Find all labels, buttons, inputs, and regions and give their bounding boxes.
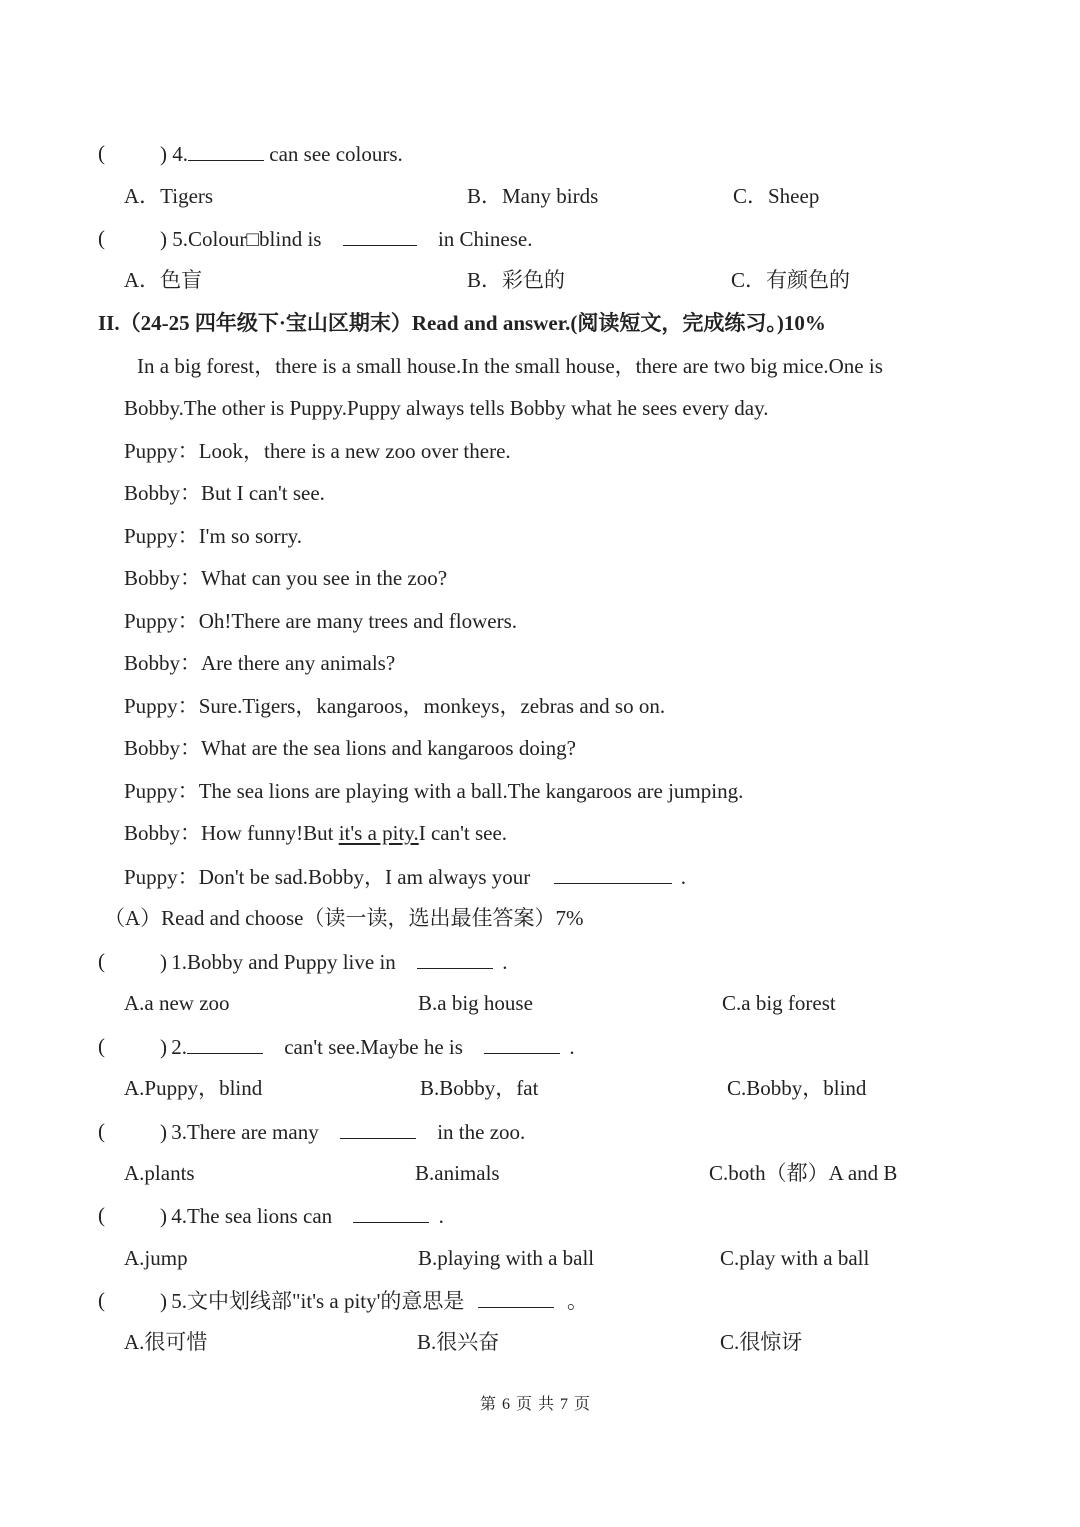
question-text-pre: 2. <box>171 1035 187 1059</box>
speaker: Bobby： <box>124 566 202 590</box>
underlined-phrase: it's a pity. <box>338 821 419 845</box>
section-heading: II.（24-25 四年级下·宝山区期末）Read and answer.(阅读短文，完成练习。)10% <box>98 311 826 335</box>
question-text-pre: 4. <box>172 142 188 166</box>
speaker: Puppy： <box>124 439 199 463</box>
option-b: B.Bobby，fat <box>420 1076 539 1100</box>
answer-blank[interactable] <box>343 225 417 246</box>
speaker: Bobby： <box>124 821 202 845</box>
speaker: Puppy： <box>124 694 199 718</box>
question-text-post: . <box>438 1204 444 1228</box>
question-text-pre: 5.文中划线部"it's a pity'的意思是 <box>171 1289 465 1313</box>
dialogue-line <box>124 523 302 549</box>
question-5: ) 5.文中划线部"it's a pity'的意思是 。 <box>160 1289 588 1313</box>
dialogue-text: I'm so sorry. <box>198 524 303 548</box>
option-c: C.both（都）A and B <box>709 1161 898 1185</box>
paren-open: ( <box>98 226 105 250</box>
option-b: B.playing with a ball <box>418 1246 595 1270</box>
option-b: B.animals <box>415 1161 500 1185</box>
paren-close: ) <box>160 227 167 251</box>
option-a: A．色盲 <box>124 268 203 292</box>
option-c: C.play with a ball <box>720 1246 870 1270</box>
speaker: Puppy： <box>124 779 199 803</box>
dialogue-line <box>124 735 576 761</box>
dialogue-text: Look，there is a new zoo over there. <box>198 439 511 463</box>
passage-line: Bobby.The other is Puppy.Puppy always tells Bobby what he sees every day. <box>124 396 769 420</box>
option-c: C．Sheep <box>733 184 820 208</box>
option-b: B．Many birds <box>467 184 599 208</box>
paren-open: ( <box>98 949 105 973</box>
question-text-pre: 3.There are many <box>171 1120 319 1144</box>
speaker: Puppy： <box>124 609 199 633</box>
dialogue-line <box>124 820 507 846</box>
question-text-post: in Chinese. <box>437 227 533 251</box>
dialogue-text: Oh!There are many trees and flowers. <box>198 609 518 633</box>
speaker: Bobby： <box>124 651 202 675</box>
option-c: C.a big forest <box>722 991 836 1015</box>
dialogue-line <box>124 565 447 591</box>
page-footer: 第 6 页 共 7 页 <box>480 1396 592 1413</box>
paren-open: ( <box>98 1034 105 1058</box>
question-text-post: . <box>502 950 508 974</box>
answer-blank[interactable] <box>353 1202 429 1223</box>
question-1: ) 1.Bobby and Puppy live in . <box>160 950 508 974</box>
dialogue-text: What are the sea lions and kangaroos doing? <box>201 736 576 760</box>
dialogue-line <box>124 650 395 676</box>
dialogue-line <box>124 863 686 890</box>
option-b: B.a big house <box>418 991 533 1015</box>
option-a: A.很可惜 <box>124 1330 208 1354</box>
option-a: A.Puppy，blind <box>124 1076 263 1100</box>
answer-blank[interactable] <box>484 1033 560 1054</box>
question-text-post: . <box>569 1035 575 1059</box>
paren-open: ( <box>98 141 105 165</box>
dialogue-text: Are there any animals? <box>201 651 396 675</box>
dialogue-text: Sure.Tigers，kangaroos，monkeys，zebras and so on. <box>198 694 666 718</box>
option-c: C.很惊讶 <box>720 1330 803 1354</box>
speaker: Puppy： <box>124 524 199 548</box>
speaker: Bobby： <box>124 736 202 760</box>
paren-open: ( <box>98 1288 105 1312</box>
option-a: A.a new zoo <box>124 991 230 1015</box>
option-a: A．Tigers <box>124 184 214 208</box>
passage-line: In a big forest，there is a small house.In the small house，there are two big mice.One is <box>137 354 883 378</box>
dialogue-line <box>124 608 517 634</box>
question-2: ) 2. can't see.Maybe he is . <box>160 1035 575 1059</box>
question-4: ) 4.The sea lions can . <box>160 1204 444 1228</box>
question-text-pre: 5.Colour□blind is <box>172 227 322 251</box>
question-text-pre: 4.The sea lions can <box>171 1204 333 1228</box>
option-a: A.jump <box>124 1246 188 1270</box>
question-3: ) 3.There are many in the zoo. <box>160 1120 526 1144</box>
dialogue-line <box>124 438 511 464</box>
paren-open: ( <box>98 1203 105 1227</box>
option-a: A.plants <box>124 1161 195 1185</box>
question-text-pre: 1.Bobby and Puppy live in <box>171 950 396 974</box>
dialogue-line <box>124 693 665 719</box>
dialogue-line <box>124 778 743 804</box>
answer-blank[interactable] <box>187 1033 263 1054</box>
question-text-post: can see colours. <box>269 142 403 166</box>
dialogue-text: I can't see. <box>418 821 508 845</box>
question-5-prev <box>160 225 532 252</box>
answer-blank[interactable] <box>340 1118 416 1139</box>
speaker: Bobby： <box>124 481 202 505</box>
option-b: B．彩色的 <box>467 268 566 292</box>
answer-blank[interactable] <box>417 948 493 969</box>
option-b: B.很兴奋 <box>417 1330 500 1354</box>
dialogue-text: What can you see in the zoo? <box>201 566 448 590</box>
paren-open: ( <box>98 1119 105 1143</box>
paren-close: ) <box>160 142 167 166</box>
answer-blank[interactable] <box>554 863 672 884</box>
speaker: Puppy： <box>124 865 199 889</box>
option-c: C．有颜色的 <box>731 268 851 292</box>
dialogue-text: How funny!But <box>201 821 339 845</box>
option-c: C.Bobby，blind <box>727 1076 867 1100</box>
dialogue-text: . <box>680 865 686 889</box>
dialogue-text: Don't be sad.Bobby，I am always your <box>198 865 531 889</box>
part-a-heading: （A）Read and choose（读一读，选出最佳答案）7% <box>104 906 584 930</box>
dialogue-line <box>124 480 325 506</box>
question-text-post: in the zoo. <box>437 1120 526 1144</box>
question-text-post: 。 <box>566 1289 588 1313</box>
question-text-mid: can't see.Maybe he is <box>284 1035 463 1059</box>
dialogue-text: But I can't see. <box>201 481 325 505</box>
question-4-prev <box>160 140 403 167</box>
answer-blank[interactable] <box>478 1287 554 1308</box>
answer-blank[interactable] <box>188 140 264 161</box>
dialogue-text: The sea lions are playing with a ball.The kangaroos are jumping. <box>198 779 744 803</box>
